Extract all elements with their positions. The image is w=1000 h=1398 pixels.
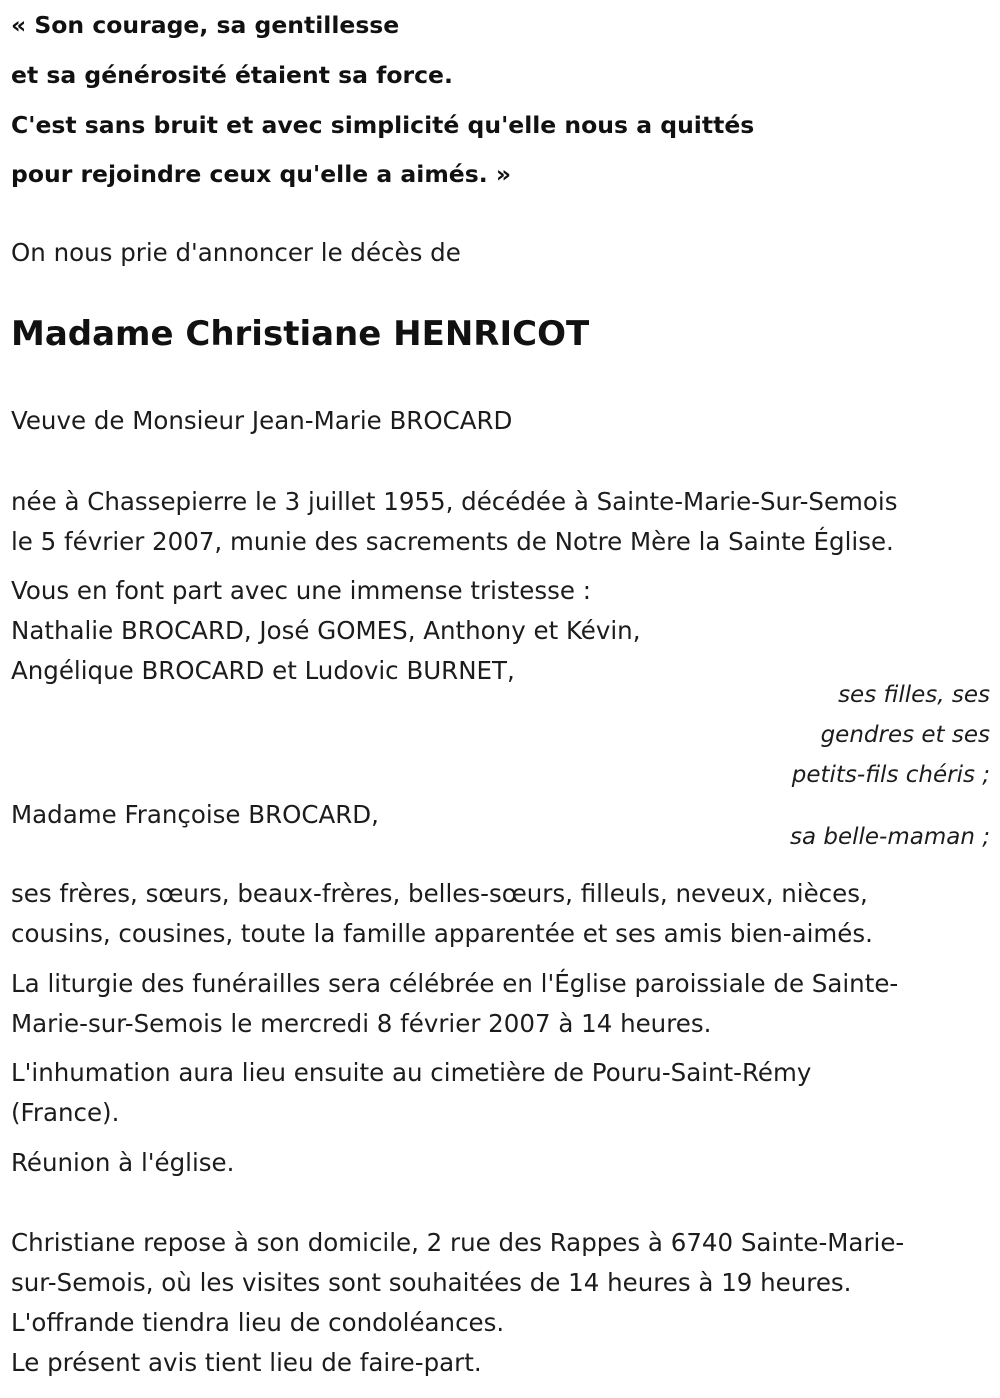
announcement-intro: On nous prie d'annoncer le décès de — [11, 238, 461, 267]
family-daughters: Nathalie BROCARD, José GOMES, Anthony et Kévin, — [11, 616, 641, 645]
closing-line: sur-Semois, où les visites sont souhaitées de 14 heures à 19 heures. — [11, 1268, 852, 1297]
funeral-meeting: Réunion à l'église. — [11, 1148, 235, 1177]
birth-death-line: née à Chassepierre le 3 juillet 1955, décédée à Sainte-Marie-Sur-Semois — [11, 487, 898, 516]
family-role: gendres et ses — [820, 722, 990, 748]
funeral-burial: (France). — [11, 1098, 120, 1127]
epigraph-line: pour rejoindre ceux qu'elle a aimés. » — [11, 160, 512, 188]
closing-line: L'offrande tiendra lieu de condoléances. — [11, 1308, 505, 1337]
family-daughters: Angélique BROCARD et Ludovic BURNET, — [11, 656, 515, 685]
deceased-name: Madame Christiane HENRICOT — [11, 314, 590, 354]
family-role: petits-fils chéris ; — [791, 762, 990, 788]
epigraph-line: « Son courage, sa gentillesse — [11, 11, 400, 39]
family-others: ses frères, sœurs, beaux-frères, belles-sœurs, filleuls, neveux, nièces, — [11, 879, 868, 908]
funeral-liturgy: La liturgie des funérailles sera célébrée en l'Église paroissiale de Sainte- — [11, 969, 899, 998]
family-mother-in-law: Madame Françoise BROCARD, — [11, 800, 379, 829]
family-others: cousins, cousines, toute la famille apparentée et ses amis bien-aimés. — [11, 919, 873, 948]
closing-line: Le présent avis tient lieu de faire-part. — [11, 1348, 482, 1377]
family-role: ses filles, ses — [838, 682, 990, 708]
epigraph-line: et sa générosité étaient sa force. — [11, 61, 453, 89]
funeral-burial: L'inhumation aura lieu ensuite au cimetière de Pouru-Saint-Rémy — [11, 1058, 812, 1087]
birth-death-line: le 5 février 2007, munie des sacrements de Notre Mère la Sainte Église. — [11, 527, 894, 556]
epigraph-line: C'est sans bruit et avec simplicité qu'elle nous a quittés — [11, 111, 755, 139]
widow-of: Veuve de Monsieur Jean-Marie BROCARD — [11, 406, 513, 435]
family-role: sa belle-maman ; — [789, 824, 990, 850]
family-intro: Vous en font part avec une immense tristesse : — [11, 576, 591, 605]
funeral-liturgy: Marie-sur-Semois le mercredi 8 février 2007 à 14 heures. — [11, 1009, 712, 1038]
closing-line: Christiane repose à son domicile, 2 rue des Rappes à 6740 Sainte-Marie- — [11, 1228, 905, 1257]
